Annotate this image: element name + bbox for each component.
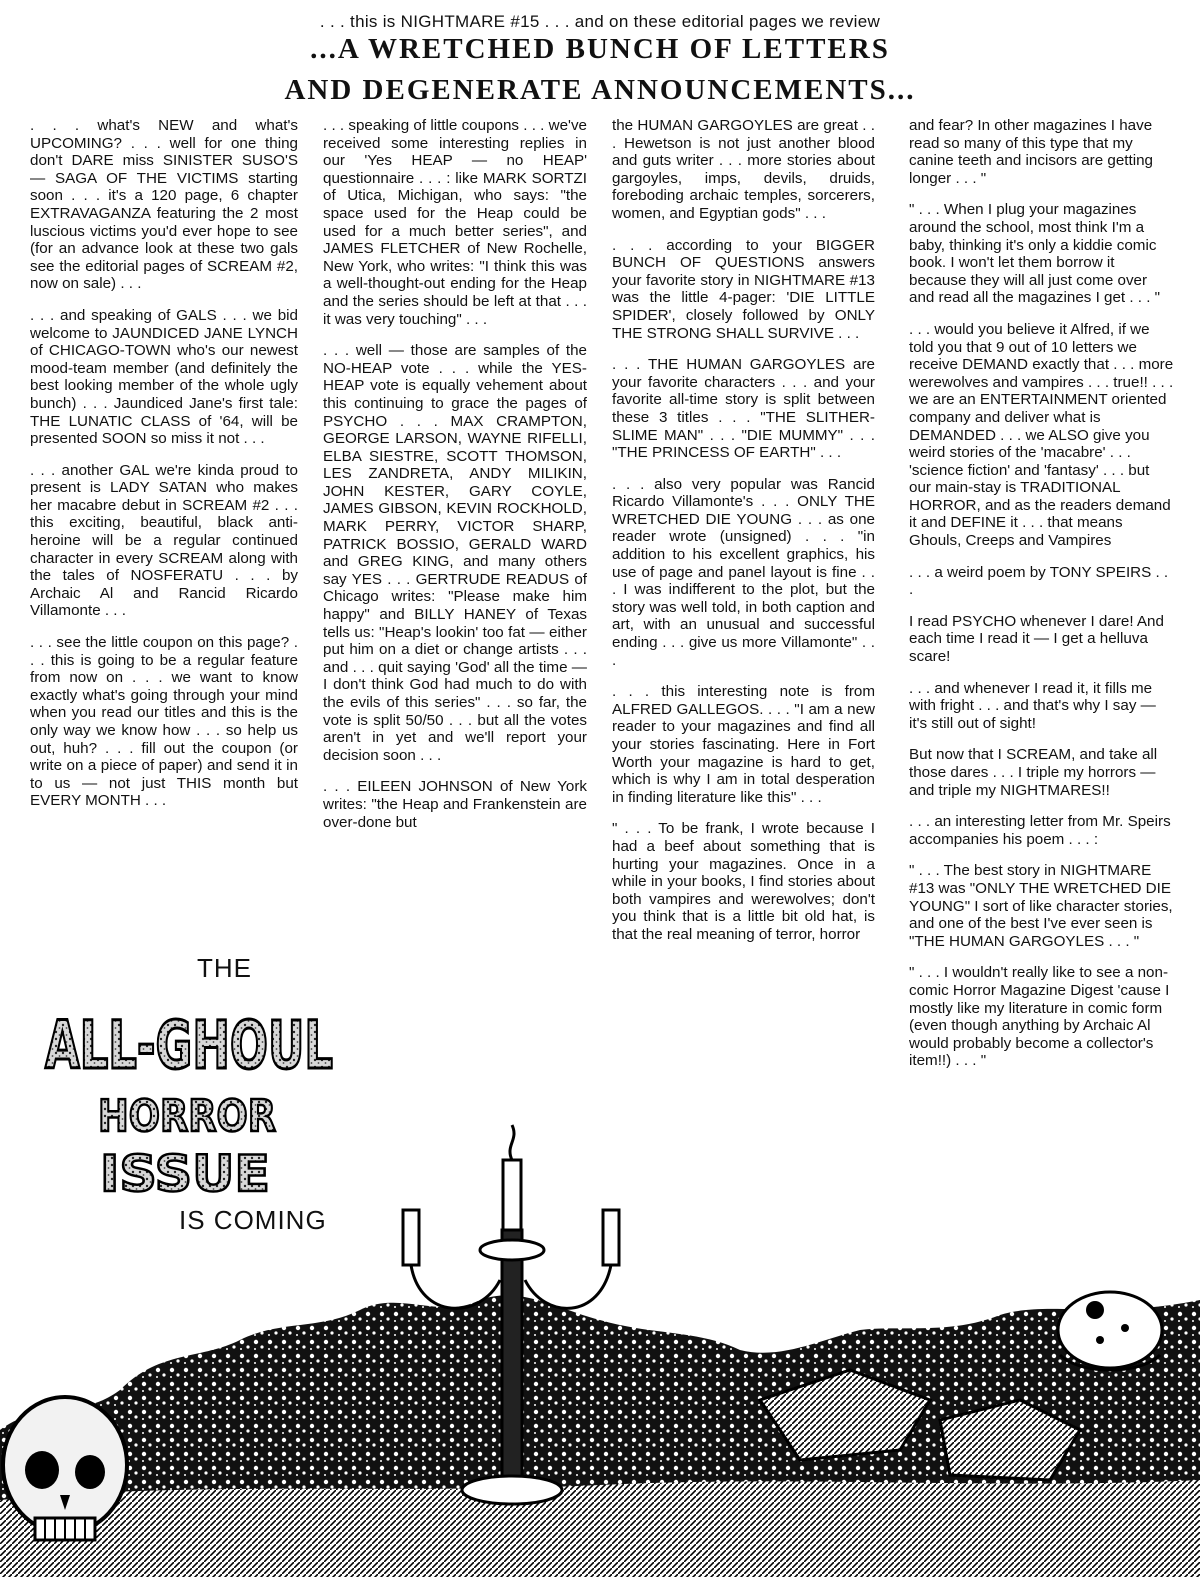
paragraph: " . . . The best story in NIGHTMARE #13 was "ONLY THE WRETCHED DIE YOUNG" I sort of like character stories, and one of the best I've ever seen is "THE HUMAN GARGOYLES . . . " <box>909 862 1173 950</box>
paragraph: . . . well — those are samples of the NO-HEAP vote . . . while the YES-HEAP vote is equally vehement about this continuing to grace the pages of PSYCHO . . . MAX CRAMPTON, GEORGE LARSON, WAYNE RIFELLI, ELBA SIESTRE, SCOTT THOMSON, LES ZANDRETA, ANDY MILIKIN, JOHN KESTER, GARY COYLE, JAMES GIBSON, KEVIN ROCKHOLD, MARK PERRY, VICTOR SHARP, PATRICK BOSSIO, GERALD WARD and GREG KING, and many others say YES . . . GERTRUDE READUS of Chicago writes: "Please make him happy" and BILLY HANEY of Texas tells us: "Heap's lookin' too fat — either put him on a diet or change artists . . . and . . . quit saying 'God' all the time — I don't think God had much to do with the evils of this series" . . . so far, the vote is split 50/50 . . . but all the votes aren't in yet and we'll report your decision soon . . . <box>323 342 587 764</box>
paragraph: . . . a weird poem by TONY SPEIRS . . . <box>909 563 1169 599</box>
paragraph: " . . . To be frank, I wrote because I had a beef about something that is hurting your magazines. Once in a while in your books, I find stories about both vampires and werewolves; don't you think that is a little bit old hat, is that the real meaning of terror, horror <box>612 820 875 943</box>
paragraph: . . . according to your BIGGER BUNCH OF QUESTIONS answers your favorite story in NIGHTMARE #13 was the little 4-pager: 'DIE LITTLE SPIDER', closely followed by ONLY THE STRONG SHALL SURVIVE . . . <box>612 236 875 342</box>
paragraph: . . . EILEEN JOHNSON of New York writes: "the Heap and Frankenstein are over-done but <box>323 778 587 831</box>
paragraph: . . . an interesting letter from Mr. Speirs accompanies his poem . . . : <box>909 813 1171 848</box>
column-2 <box>323 117 587 957</box>
graveyard-illustration <box>0 1100 1200 1577</box>
promo-the: THE <box>197 953 252 983</box>
poem-stanza: But now that I SCREAM, and take all those dares . . . I triple my horrors — and triple my NIGHTMARES!! <box>909 746 1158 799</box>
poem-stanza: . . . and whenever I read it, it fills me with fright . . . and that's why I say — it's still out of sight! <box>909 679 1156 732</box>
promo-horror: HORROR <box>98 1091 276 1142</box>
intro-line: . . . this is NIGHTMARE #15 . . . and on these editorial pages we review <box>319 12 881 31</box>
paragraph: . . . THE HUMAN GARGOYLES are your favorite characters . . . and your favorite all-time story is split between these 3 titles . . . "THE SLITHER-SLIME MAN" . . . "DIE MUMMY" . . . "THE PRINCESS OF EARTH" . . . <box>612 356 875 462</box>
column-1 <box>30 117 298 957</box>
ground <box>0 1480 1200 1577</box>
paragraph: . . . what's NEW and what's UPCOMING? . . . well for one thing don't DARE miss SINISTER SUSO'S — SAGA OF THE VICTIMS starting soon . . . it's a 120 page, 6 chapter EXTRAVAGANZA featuring the 2 most luscious victims you'd ever hope to see (for an advance look at these two gals see the editorial pages of SCREAM #2, now on sale) . . . <box>30 117 298 293</box>
paragraph: the HUMAN GARGOYLES are great . . . Hewetson is not just another blood and guts writer . . . more stories about gargoyles, imps, devils, druids, foreboding archaic temples, sorcerers, women, and Egyptian gods" . . . <box>612 117 875 222</box>
promo-all-ghoul: ALL-GHOUL <box>45 1007 333 1084</box>
paragraph: . . . also very popular was Rancid Ricardo Villamonte's . . . ONLY THE WRETCHED DIE YOUNG . . . as one reader wrote (unsigned) . . . "in addition to his excellent graphics, his use of page and panel layout is fine . . . I was indifferent to the plot, but the story was well told, in both caption and art, with an unusual and successful ending . . . give us more Villamonte" . . . <box>612 475 875 669</box>
promo-issue: ISSUE <box>100 1145 270 1203</box>
poem-stanza: I read PSYCHO whenever I dare! And each time I read it — I get a helluva scare! <box>909 612 1164 666</box>
promo-is-coming: IS COMING <box>179 1205 327 1235</box>
paragraph: . . . and speaking of GALS . . . we bid welcome to JAUNDICED JANE LYNCH of CHICAGO-TOWN who's our newest mood-team member (and definitely the best looking member of the whole ugly bunch) . . . Jaundiced Jane's first tale: THE LUNATIC CLASS of '64, will be presented SOON so miss it not . . . <box>30 306 298 448</box>
paragraph: . . . would you believe it Alfred, if we told you that 9 out of 10 letters we receive DEMAND exactly that . . . more werewolves and vampires . . . true!! . . . we are an ENTERTAINMENT oriented company and deliver what is DEMANDED . . . we ALSO give you weird stories of the 'macabre' . . . 'science fiction' and 'fantasy' . . . but our main-stay is TRADITIONAL HORROR, and as the readers demand it and DEFINE it . . . that means Ghouls, Creeps and Vampires <box>909 320 1174 550</box>
paragraph: . . . another GAL we're kinda proud to present is LADY SATAN who makes her macabre debut in SCREAM #2 . . . this exciting, beautiful, black anti-heroine will be a regular continued character in every SCREAM along with the tales of NOSFERATU . . . by Archaic Al and Rancid Ricardo Villamonte . . . <box>30 461 298 620</box>
paragraph: . . . see the little coupon on this page? . . . this is going to be a regular feature from now on . . . we want to know exactly what's going through your mind when you read our titles and this is the only way we know how . . . so help us out, huh? . . . fill out the coupon (or write on a piece of paper) and send it in to us — not just THIS month but EVERY MONTH . . . <box>30 634 298 810</box>
frog-icon <box>1058 1292 1162 1370</box>
paragraph: and fear? In other magazines I have read so many of this type that my canine teeth and incisors are getting longer . . . " <box>909 117 1154 187</box>
column-3 <box>612 117 875 1117</box>
paragraph: . . . speaking of little coupons . . . we've received some interesting replies in our 'Yes HEAP — no HEAP' questionnaire . . . : like MARK SORTZI of Utica, Michigan, who says: "the space used for the Heap could be used for a much better series", and JAMES FLETCHER of New Rochelle, New York, who writes: "I think this was a well-thought-out ending for the Heap and the series should be left at that . . . it was very touching" . . . <box>323 117 587 328</box>
paragraph: " . . . When I plug your magazines around the school, most think I'm a baby, thinking it's only a kiddie comic book. I won't let them borrow it because they will all just come over and read all the magazines I get . . . " <box>909 201 1161 307</box>
paragraph: . . . this interesting note is from ALFRED GALLEGOS. . . . "I am a new reader to your magazines and find all your stories fascinating. Here in Fort Worth your magazine is hard to get, which is why I am in total desperation in finding literature like this" . . . <box>612 683 875 806</box>
headline-line-2: AND DEGENERATE ANNOUNCEMENTS... <box>284 74 916 106</box>
paragraph: " . . . I wouldn't really like to see a non-comic Horror Magazine Digest 'cause I mostly like my literature in comic form (even though anything by Archaic Al would probably become a collector's item!!) . . . " <box>909 964 1170 1070</box>
headline-line-1: ...A WRETCHED BUNCH OF LETTERS <box>310 33 890 65</box>
